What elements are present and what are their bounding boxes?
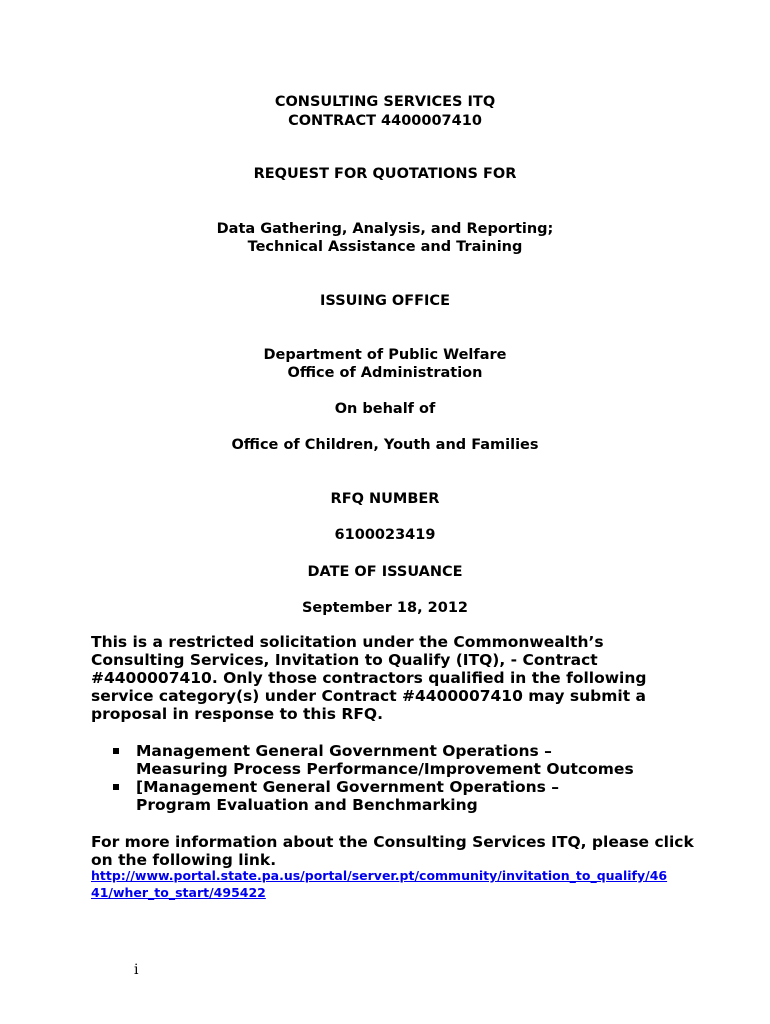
category-line: [Management General Government Operations – — [136, 778, 560, 796]
issuance-date-label: DATE OF ISSUANCE — [307, 564, 463, 580]
link-line[interactable]: http://www.portal.state.pa.us/portal/server.pt/community/invitation_to_qualify/46 — [91, 868, 668, 883]
category-line: Measuring Process Performance/Improvement Outcomes — [136, 760, 634, 778]
category-line: Program Evaluation and Benchmarking — [136, 796, 478, 814]
itq-title: CONSULTING SERVICES ITQ — [274, 94, 496, 110]
more-info-line: For more information about the Consulting Services ITQ, please click — [91, 833, 694, 851]
notice-line: #4400007410. Only those contractors qualified in the following — [91, 669, 647, 687]
notice-line: This is a restricted solicitation under the Commonwealth’s — [91, 633, 604, 651]
itq-info-link[interactable] — [91, 867, 667, 901]
request-heading: REQUEST FOR QUOTATIONS FOR — [253, 166, 517, 182]
square-bullet-icon — [113, 784, 119, 790]
notice-line: service category(s) under Contract #4400007410 may submit a — [91, 687, 646, 705]
page-number: i — [134, 962, 139, 978]
subject-line-2: Technical Assistance and Training — [247, 239, 523, 255]
department-name: Department of Public Welfare — [263, 347, 507, 363]
subject-line-1: Data Gathering, Analysis, and Reporting; — [216, 221, 554, 237]
contract-title: CONTRACT 4400007410 — [288, 113, 482, 129]
office-name: Office of Administration — [287, 365, 483, 381]
notice-line: proposal in response to this RFQ. — [91, 705, 383, 723]
category-line: Management General Government Operations – — [136, 742, 552, 760]
notice-line: Consulting Services, Invitation to Qualify (ITQ), - Contract — [91, 651, 598, 669]
issuing-office-heading: ISSUING OFFICE — [320, 293, 450, 309]
beneficiary-office: Office of Children, Youth and Families — [231, 437, 539, 453]
issuance-date-value: September 18, 2012 — [301, 600, 469, 616]
link-line[interactable]: 41/wher_to_start/495422 — [91, 885, 266, 900]
service-category-list — [113, 742, 634, 814]
on-behalf-of: On behalf of — [334, 401, 436, 417]
rfq-number-value: 6100023419 — [334, 527, 436, 543]
service-category-item — [113, 778, 634, 814]
service-category-item — [113, 742, 634, 778]
more-info-line: on the following link. — [91, 851, 277, 869]
square-bullet-icon — [113, 748, 119, 754]
rfq-number-label: RFQ NUMBER — [330, 491, 440, 507]
